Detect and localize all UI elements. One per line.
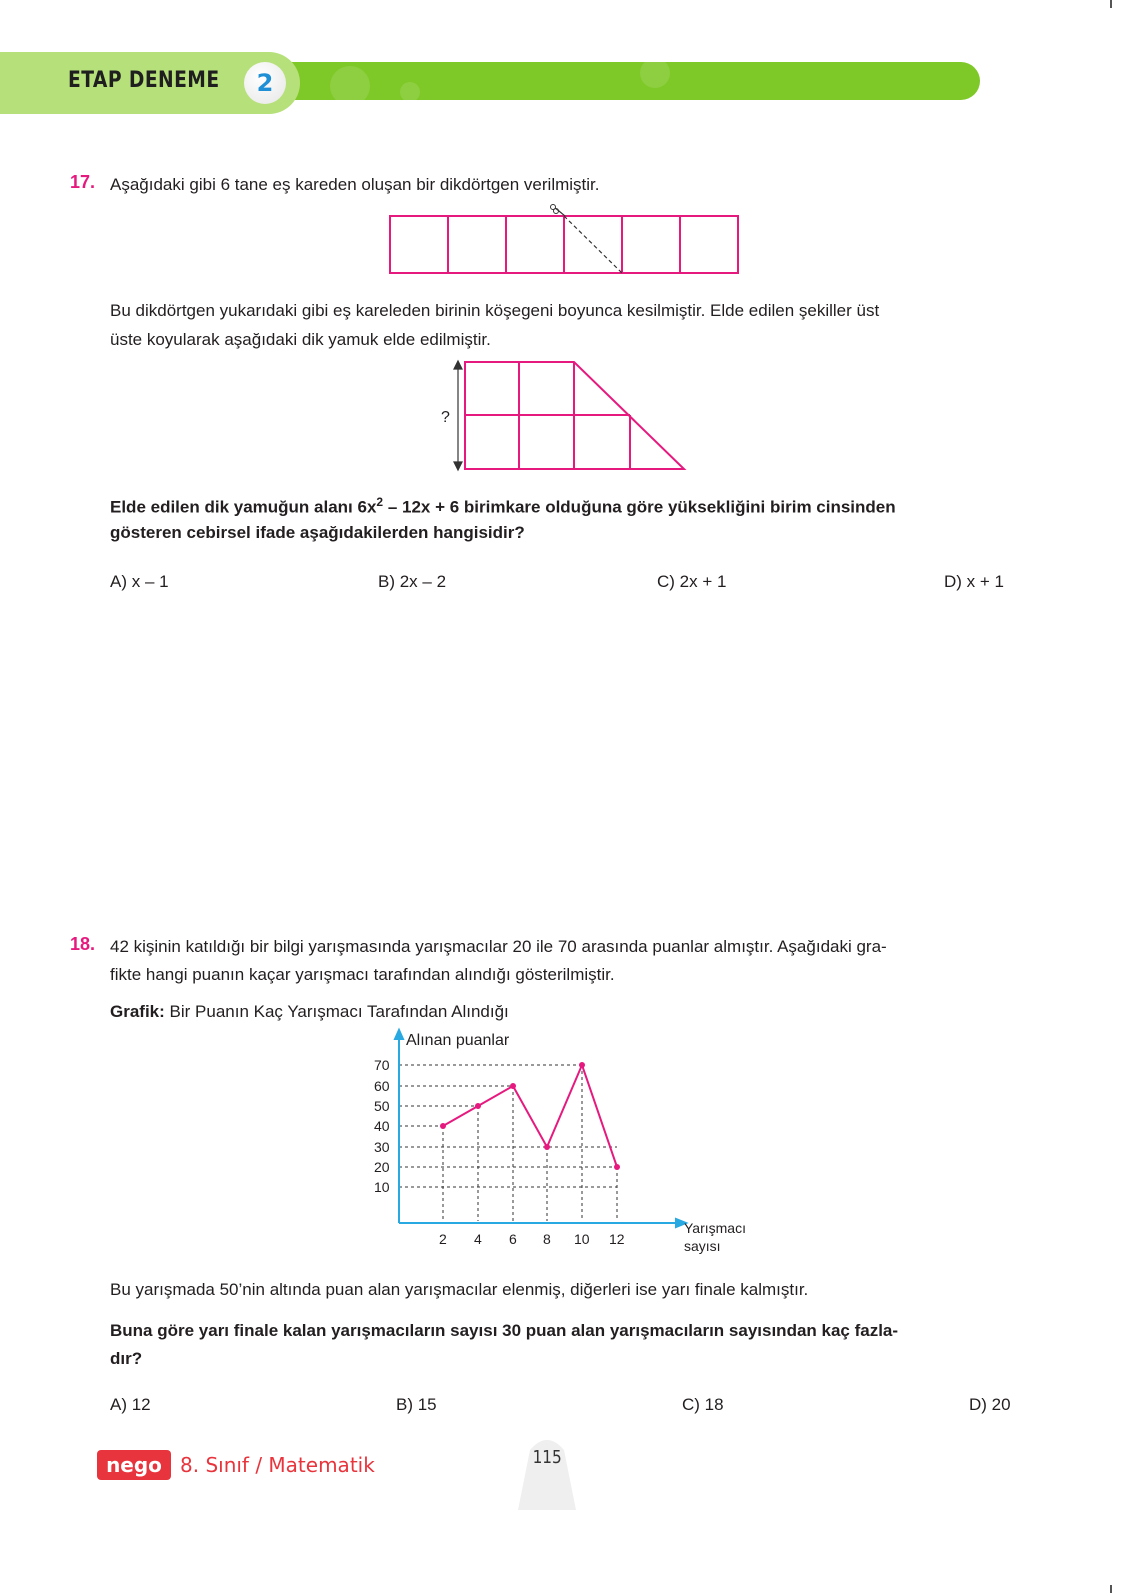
x-tick: 10: [574, 1231, 590, 1247]
height-arrow: [454, 361, 462, 470]
q18-option-a[interactable]: A) 12: [110, 1395, 151, 1414]
question-18-number: 18.: [70, 934, 96, 954]
y-axis-label: Alınan puanlar: [406, 1032, 510, 1049]
y-tick: 30: [374, 1139, 390, 1155]
x-tick: 4: [474, 1231, 482, 1247]
question-17-prompt-2: gösteren cebirsel ifade aşağıdakilerden hangisidir?: [110, 523, 525, 542]
x-axis-label: Yarışmacı sayısı: [684, 1220, 746, 1254]
y-tick: 60: [374, 1078, 390, 1094]
question-18-prompt-2: dır?: [110, 1349, 143, 1368]
q17-option-c[interactable]: C) 2x + 1: [657, 572, 727, 591]
graph-caption: Grafik: Bir Puanın Kaç Yarışmacı Tarafından Alındığı: [110, 1002, 509, 1021]
q18-option-d[interactable]: D) 20: [969, 1395, 1011, 1414]
y-tick: 50: [374, 1098, 390, 1114]
question-18-intro-1: 42 kişinin katıldığı bir bilgi yarışmasında yarışmacılar 20 ile 70 arasında puanlar almıştır. Aşağıdaki gra-: [110, 937, 887, 956]
question-18-intro-2: fikte hangi puanın kaçar yarışmacı tarafından alındığı gösterilmiştir.: [110, 965, 615, 984]
footer-subject: 8. Sınıf / Matematik: [180, 1453, 375, 1477]
page-number: 115: [532, 1447, 562, 1468]
header-bar: [250, 62, 980, 100]
y-tick: 70: [374, 1057, 390, 1073]
y-tick: 10: [374, 1179, 390, 1195]
question-18-statement: Bu yarışmada 50’nin altında puan alan yarışmacılar elenmiş, diğerleri ise yarı finale kalmıştır.: [110, 1280, 809, 1299]
height-unknown-label: ?: [441, 409, 450, 426]
q17-option-b[interactable]: B) 2x – 2: [378, 572, 447, 591]
question-17-number: 17.: [70, 172, 96, 192]
header-number-badge: 2: [244, 62, 286, 104]
question-18-prompt-1: Buna göre yarı finale kalan yarışmacıların sayısı 30 puan alan yarışmacıların sayısından kaç fazla-: [110, 1321, 899, 1340]
publisher-logo: nego: [97, 1450, 171, 1480]
question-17-prompt: Elde edilen dik yamuğun alanı $6x^2 - 12x + 6$ birimkare olduğuna göre yüksekliğini birim cinsinden: [110, 495, 896, 517]
page-number-tab: [508, 1430, 586, 1510]
right-trapezoid-figure: [440, 355, 700, 480]
x-tick: 12: [609, 1231, 625, 1247]
y-tick: 20: [374, 1159, 390, 1175]
header-title: ETAP DENEME: [68, 68, 220, 93]
x-tick: 6: [509, 1231, 517, 1247]
crop-mark: [1110, 0, 1112, 8]
y-tick: 40: [374, 1118, 390, 1134]
scissors-icon: [551, 205, 566, 217]
x-tick: 8: [543, 1231, 551, 1247]
q17-option-d[interactable]: D) x + 1: [944, 572, 1004, 591]
x-tick: 2: [439, 1231, 447, 1247]
question-17-intro: Aşağıdaki gibi 6 tane eş kareden oluşan bir dikdörtgen verilmiştir.: [110, 175, 600, 194]
q18-option-c[interactable]: C) 18: [682, 1395, 724, 1414]
crop-mark: [1110, 1585, 1112, 1593]
rectangle-six-squares-figure: [385, 200, 745, 280]
q18-option-b[interactable]: B) 15: [396, 1395, 437, 1414]
q17-option-a[interactable]: A) x – 1: [110, 572, 169, 591]
question-17-description-1: Bu dikdörtgen yukarıdaki gibi eş kareleden birinin köşegeni boyunca kesilmiştir. Elde edilen şekiller üst: [110, 301, 880, 320]
question-17-description-2: üste koyularak aşağıdaki dik yamuk elde edilmiştir.: [110, 330, 491, 349]
